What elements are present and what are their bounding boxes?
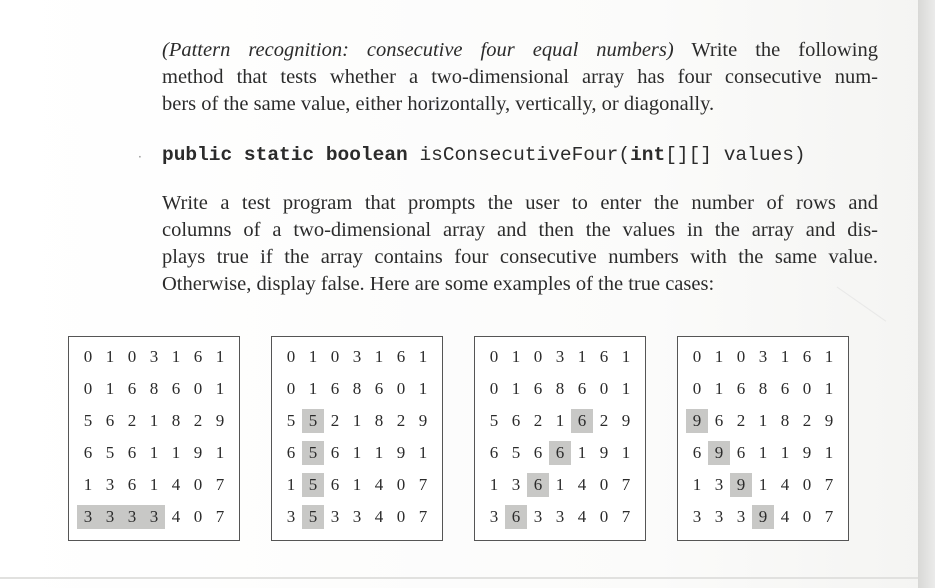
matrix-cell: 1 xyxy=(780,347,790,366)
matrix-cell: 1 xyxy=(105,347,115,366)
matrix-cell: 5 xyxy=(489,411,499,430)
matrix-cell: 1 xyxy=(555,475,565,494)
matrix-cell: 0 xyxy=(599,507,609,526)
matrix-cell: 6 xyxy=(692,443,702,462)
matrix-row xyxy=(280,505,434,529)
matrix-cell: 3 xyxy=(286,507,296,526)
matrix-row xyxy=(77,377,231,401)
matrix-row xyxy=(686,409,840,433)
matrix-cell: 7 xyxy=(418,475,428,494)
matrix-cell-highlighted: 6 xyxy=(527,473,549,497)
matrix-cell: 5 xyxy=(83,411,93,430)
matrix-cell: 0 xyxy=(193,475,203,494)
matrix-cell: 1 xyxy=(621,379,631,398)
matrix-cell: 3 xyxy=(489,507,499,526)
matrix-cell: 1 xyxy=(374,347,384,366)
matrix-cell: 8 xyxy=(171,411,181,430)
matrix-cell: 7 xyxy=(824,475,834,494)
code-int-keyword: int xyxy=(630,144,666,166)
matrix-row xyxy=(686,473,840,497)
matrix-cell: 0 xyxy=(396,379,406,398)
matrix-cell: 1 xyxy=(374,443,384,462)
matrix-cell: 3 xyxy=(692,507,702,526)
matrix-cell: 1 xyxy=(758,475,768,494)
matrix-row xyxy=(77,441,231,465)
matrix-cell: 1 xyxy=(824,379,834,398)
test-program-description xyxy=(162,190,878,298)
matrix-cell: 6 xyxy=(286,443,296,462)
matrix-cell-highlighted: 5 xyxy=(302,441,324,465)
matrix-cell: 1 xyxy=(308,347,318,366)
matrix-cell: 0 xyxy=(489,379,499,398)
matrix-cell: 0 xyxy=(83,347,93,366)
matrix-row xyxy=(483,377,637,401)
matrix-cell: 1 xyxy=(215,379,225,398)
matrix-cell: 1 xyxy=(171,443,181,462)
matrix-cell: 4 xyxy=(171,475,181,494)
matrix-cell: 6 xyxy=(780,379,790,398)
matrix-cell-highlighted: 5 xyxy=(302,505,324,529)
test-line-1: Write a test program that prompts the user to enter the number of rows and xyxy=(162,192,878,214)
matrix-cell: 7 xyxy=(418,507,428,526)
matrix-cell: 1 xyxy=(352,443,362,462)
matrix-cell: 1 xyxy=(286,475,296,494)
matrix-cell: 1 xyxy=(418,347,428,366)
matrix-cell-highlighted: 9 xyxy=(686,409,708,433)
matrix-cell: 9 xyxy=(193,443,203,462)
matrix-cell: 3 xyxy=(352,347,362,366)
matrix-cell: 2 xyxy=(599,411,609,430)
matrix-cell: 6 xyxy=(511,411,521,430)
matrix-cell: 6 xyxy=(127,443,137,462)
matrix-cell: 6 xyxy=(374,379,384,398)
matrix-cell: 0 xyxy=(396,507,406,526)
matrix-cell: 1 xyxy=(83,475,93,494)
matrix-cell: 1 xyxy=(149,411,159,430)
matrix-cell: 0 xyxy=(533,347,543,366)
matrix-cell: 0 xyxy=(599,379,609,398)
matrix-cell: 1 xyxy=(621,443,631,462)
matrix-cell: 7 xyxy=(215,475,225,494)
matrix-example-3 xyxy=(474,336,646,541)
matrix-cell-highlighted: 3 xyxy=(99,505,121,529)
matrix-cell: 1 xyxy=(758,411,768,430)
matrix-cell: 4 xyxy=(780,475,790,494)
matrix-row xyxy=(686,345,840,369)
matrix-row xyxy=(483,505,637,529)
matrix-cell: 9 xyxy=(215,411,225,430)
bullet-mark: · xyxy=(138,150,142,164)
matrix-cell-highlighted: 6 xyxy=(549,441,571,465)
matrix-cell-highlighted: 5 xyxy=(302,473,324,497)
matrix-cell: 6 xyxy=(736,379,746,398)
matrix-cell: 1 xyxy=(555,411,565,430)
matrix-cell: 6 xyxy=(714,411,724,430)
matrix-row xyxy=(483,345,637,369)
matrix-cell: 1 xyxy=(511,379,521,398)
matrix-cell: 1 xyxy=(149,475,159,494)
code-keywords: public static boolean xyxy=(162,144,408,166)
matrix-cell-highlighted: 3 xyxy=(121,505,143,529)
matrix-cell: 6 xyxy=(171,379,181,398)
matrix-cell: 5 xyxy=(286,411,296,430)
matrix-cell: 7 xyxy=(621,507,631,526)
matrix-cell: 4 xyxy=(374,507,384,526)
matrix-row xyxy=(686,377,840,401)
matrix-cell: 6 xyxy=(533,443,543,462)
matrix-cell: 4 xyxy=(577,507,587,526)
matrix-cell: 2 xyxy=(127,411,137,430)
matrix-cell: 3 xyxy=(758,347,768,366)
matrix-cell: 9 xyxy=(418,411,428,430)
matrix-cell: 3 xyxy=(555,507,565,526)
matrix-cell: 3 xyxy=(352,507,362,526)
exercise-title: (Pattern recognition: consecutive four equal numbers) xyxy=(162,39,674,61)
method-signature xyxy=(162,142,806,168)
matrix-cell: 7 xyxy=(621,475,631,494)
matrix-cell: 1 xyxy=(418,443,428,462)
matrix-row xyxy=(77,345,231,369)
exercise-line-1-rest: Write the following xyxy=(691,39,878,61)
matrix-cell: 6 xyxy=(802,347,812,366)
code-method-name: isConsecutiveFour( xyxy=(419,144,631,166)
matrix-cell: 3 xyxy=(330,507,340,526)
matrix-cell: 8 xyxy=(780,411,790,430)
matrix-cell: 7 xyxy=(215,507,225,526)
matrix-cell: 2 xyxy=(396,411,406,430)
matrix-cell: 6 xyxy=(330,475,340,494)
matrix-cell: 1 xyxy=(577,347,587,366)
matrix-cell: 1 xyxy=(692,475,702,494)
page-edge-shadow xyxy=(918,0,935,588)
matrix-cell-highlighted: 9 xyxy=(708,441,730,465)
matrix-cell: 2 xyxy=(533,411,543,430)
matrix-cell: 8 xyxy=(352,379,362,398)
matrix-cell: 1 xyxy=(352,411,362,430)
matrix-cell: 8 xyxy=(149,379,159,398)
matrix-cell: 8 xyxy=(758,379,768,398)
matrix-cell: 9 xyxy=(396,443,406,462)
matrix-cell: 3 xyxy=(533,507,543,526)
matrix-cell: 6 xyxy=(193,347,203,366)
matrix-cell: 6 xyxy=(127,475,137,494)
matrix-row xyxy=(483,441,637,465)
matrix-row xyxy=(280,377,434,401)
matrix-row xyxy=(77,409,231,433)
matrix-cell: 1 xyxy=(780,443,790,462)
test-line-3: plays true if the array contains four consecutive numbers with the same value. xyxy=(162,246,878,268)
matrix-cell-highlighted: 5 xyxy=(302,409,324,433)
matrix-row xyxy=(280,473,434,497)
matrix-example-1 xyxy=(68,336,240,541)
matrix-cell: 0 xyxy=(599,475,609,494)
matrix-cell: 0 xyxy=(286,379,296,398)
matrix-cell: 1 xyxy=(215,443,225,462)
matrix-cell: 4 xyxy=(374,475,384,494)
matrix-cell: 3 xyxy=(714,475,724,494)
matrix-cell: 8 xyxy=(374,411,384,430)
matrix-cell: 6 xyxy=(577,379,587,398)
matrix-cell: 0 xyxy=(396,475,406,494)
matrix-cell: 1 xyxy=(171,347,181,366)
matrix-row xyxy=(77,505,231,529)
matrix-cell: 1 xyxy=(489,475,499,494)
matrix-row xyxy=(280,441,434,465)
matrix-cell: 1 xyxy=(758,443,768,462)
matrix-cell: 9 xyxy=(621,411,631,430)
matrix-cell: 1 xyxy=(577,443,587,462)
matrix-cell: 7 xyxy=(824,507,834,526)
matrix-cell: 2 xyxy=(193,411,203,430)
matrix-cell: 0 xyxy=(802,507,812,526)
matrix-cell-highlighted: 6 xyxy=(571,409,593,433)
matrix-cell: 4 xyxy=(780,507,790,526)
matrix-cell-highlighted: 9 xyxy=(730,473,752,497)
matrix-cell: 4 xyxy=(577,475,587,494)
matrix-cell: 8 xyxy=(555,379,565,398)
matrix-cell: 5 xyxy=(511,443,521,462)
test-line-2: columns of a two-dimensional array and then the values in the array and dis- xyxy=(162,219,878,241)
matrix-cell: 0 xyxy=(802,475,812,494)
matrix-cell: 9 xyxy=(802,443,812,462)
exercise-line-2: method that tests whether a two-dimensional array has four consecutive num- xyxy=(162,66,878,88)
matrix-cell: 0 xyxy=(802,379,812,398)
test-line-4: Otherwise, display false. Here are some examples of the true cases: xyxy=(162,273,715,295)
matrix-cell: 2 xyxy=(802,411,812,430)
matrix-cell: 1 xyxy=(621,347,631,366)
matrix-cell: 2 xyxy=(330,411,340,430)
matrix-cell: 1 xyxy=(215,347,225,366)
matrix-cell-highlighted: 6 xyxy=(505,505,527,529)
matrix-cell: 5 xyxy=(105,443,115,462)
matrix-cell: 6 xyxy=(736,443,746,462)
matrix-cell: 1 xyxy=(105,379,115,398)
matrix-cell: 1 xyxy=(714,379,724,398)
matrix-cell: 2 xyxy=(736,411,746,430)
matrix-cell: 3 xyxy=(105,475,115,494)
code-params: [][] values) xyxy=(665,144,806,166)
exercise-line-1 xyxy=(162,37,878,64)
matrix-cell: 1 xyxy=(824,443,834,462)
matrix-cell: 1 xyxy=(308,379,318,398)
matrix-cell: 0 xyxy=(692,379,702,398)
matrix-cell: 0 xyxy=(736,347,746,366)
matrix-example-4 xyxy=(677,336,849,541)
matrix-example-2 xyxy=(271,336,443,541)
matrix-cell: 1 xyxy=(714,347,724,366)
matrix-cell-highlighted: 3 xyxy=(143,505,165,529)
matrix-cell: 6 xyxy=(83,443,93,462)
matrix-cell-highlighted: 3 xyxy=(77,505,99,529)
matrix-cell: 0 xyxy=(83,379,93,398)
matrix-cell: 1 xyxy=(511,347,521,366)
matrix-cell: 1 xyxy=(352,475,362,494)
exercise-description xyxy=(162,37,878,118)
matrix-cell: 3 xyxy=(714,507,724,526)
matrix-cell: 3 xyxy=(149,347,159,366)
matrix-cell: 0 xyxy=(193,507,203,526)
matrix-cell: 9 xyxy=(599,443,609,462)
matrix-cell: 0 xyxy=(489,347,499,366)
matrix-row xyxy=(686,441,840,465)
matrix-cell: 6 xyxy=(396,347,406,366)
matrix-cell: 0 xyxy=(127,347,137,366)
matrix-cell: 0 xyxy=(286,347,296,366)
matrix-cell: 1 xyxy=(824,347,834,366)
matrix-cell: 3 xyxy=(736,507,746,526)
matrix-row xyxy=(483,473,637,497)
matrix-cell: 3 xyxy=(555,347,565,366)
matrix-cell: 0 xyxy=(330,347,340,366)
matrix-row xyxy=(77,473,231,497)
matrix-cell: 4 xyxy=(171,507,181,526)
matrix-cell: 6 xyxy=(127,379,137,398)
matrix-cell: 1 xyxy=(418,379,428,398)
matrix-cell: 6 xyxy=(489,443,499,462)
matrix-cell: 6 xyxy=(533,379,543,398)
matrix-row xyxy=(280,409,434,433)
matrix-row xyxy=(483,409,637,433)
matrix-cell: 0 xyxy=(692,347,702,366)
page-bottom-rule xyxy=(0,577,918,579)
matrix-cell: 6 xyxy=(330,443,340,462)
matrix-row xyxy=(686,505,840,529)
matrix-cell: 1 xyxy=(149,443,159,462)
matrix-row xyxy=(280,345,434,369)
matrix-cell: 9 xyxy=(824,411,834,430)
matrix-cell-highlighted: 9 xyxy=(752,505,774,529)
matrix-cell: 6 xyxy=(105,411,115,430)
matrix-cell: 6 xyxy=(599,347,609,366)
exercise-line-3: bers of the same value, either horizontally, vertically, or diagonally. xyxy=(162,93,715,115)
matrix-cell: 6 xyxy=(330,379,340,398)
matrix-cell: 3 xyxy=(511,475,521,494)
matrix-cell: 0 xyxy=(193,379,203,398)
